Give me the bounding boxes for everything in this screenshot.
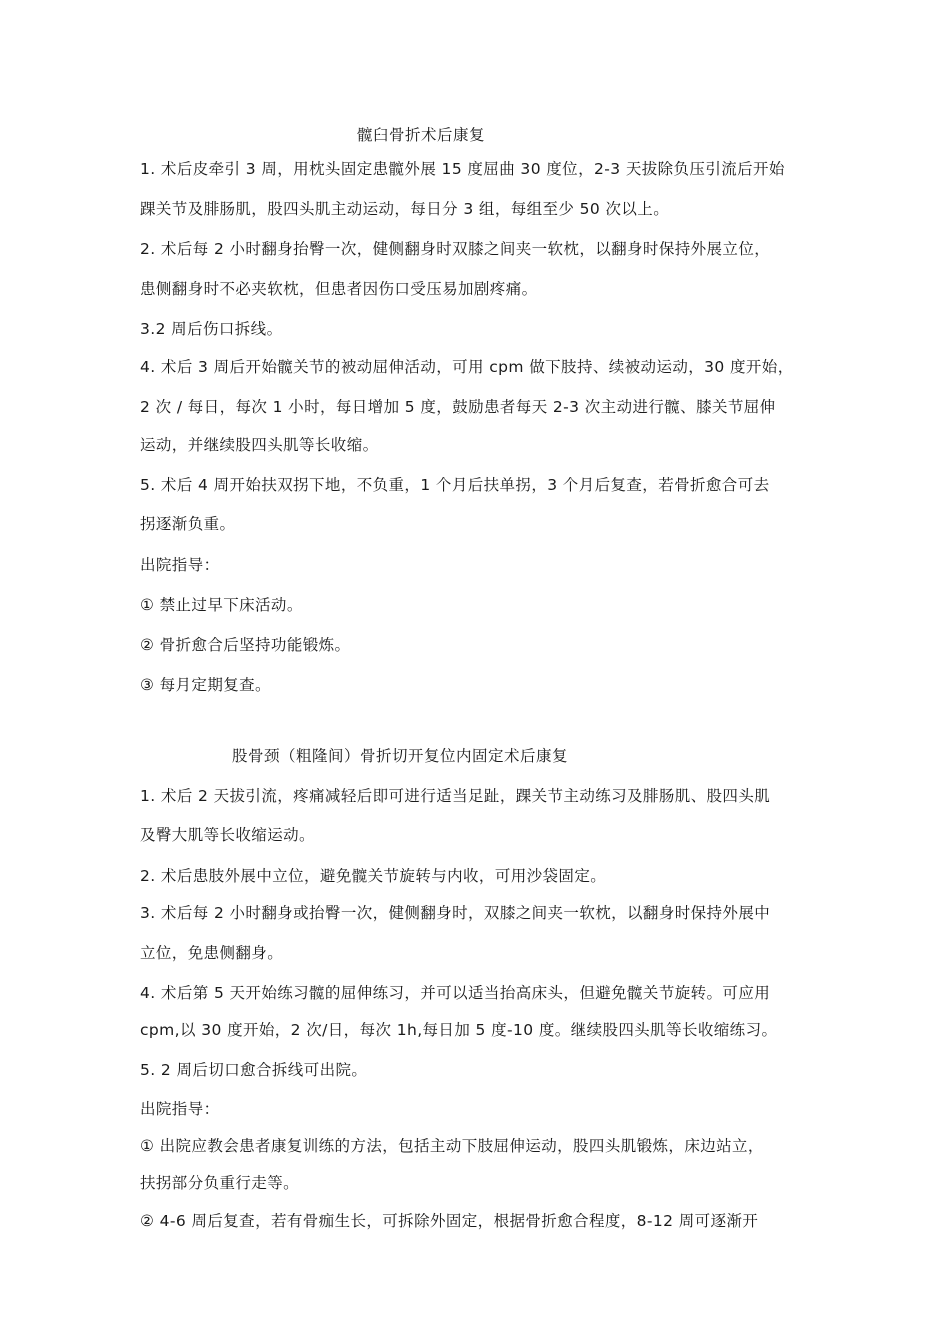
discharge-heading: 出院指导： [140, 556, 220, 574]
section2-line: 5. 2 周后切口愈合拆线可出院。 [140, 1061, 368, 1079]
section2-line: cpm,以 30 度开始，2 次/日，每次 1h,每日加 5 度-10 度。继续股四头肌等长收缩练习。 [140, 1021, 778, 1039]
section1-line: 运动，并继续股四头肌等长收缩。 [140, 436, 379, 454]
section1-line: 4. 术后 3 周后开始髋关节的被动屈伸活动，可用 cpm 做下肢持、续被动运动，30 度开始， [140, 358, 794, 376]
discharge-item: ① 出院应教会患者康复训练的方法，包括主动下肢屈伸运动，股四头肌锻炼，床边站立， [140, 1137, 764, 1155]
section2-line: 3. 术后每 2 小时翻身或抬臀一次，健侧翻身时，双膝之间夹一软枕，以翻身时保持外展中 [140, 904, 771, 922]
section1-line: 踝关节及腓肠肌，股四头肌主动运动，每日分 3 组，每组至少 50 次以上。 [140, 200, 670, 218]
discharge-item: ③ 每月定期复查。 [140, 676, 271, 694]
section2-line: 4. 术后第 5 天开始练习髋的屈伸练习，并可以适当抬高床头，但避免髋关节旋转。可应用 [140, 984, 771, 1002]
section2-line: 1. 术后 2 天拔引流，疼痛减轻后即可进行适当足趾，踝关节主动练习及腓肠肌、股四头肌 [140, 787, 771, 805]
section1-title: 髋臼骨折术后康复 [357, 126, 486, 144]
discharge-item: ② 4-6 周后复查，若有骨痂生长，可拆除外固定，根据骨折愈合程度，8-12 周可逐渐开 [140, 1212, 759, 1230]
section1-line: 5. 术后 4 周开始扶双拐下地，不负重，1 个月后扶单拐，3 个月后复查，若骨折愈合可去 [140, 476, 770, 494]
section2-line: 及臀大肌等长收缩运动。 [140, 826, 315, 844]
discharge-heading: 出院指导： [140, 1100, 220, 1118]
section1-line: 2 次 / 每日，每次 1 小时，每日增加 5 度，鼓励患者每天 2-3 次主动进行髋、膝关节屈伸 [140, 398, 776, 416]
section1-line: 3.2 周后伤口拆线。 [140, 320, 283, 338]
section1-line: 2. 术后每 2 小时翻身抬臀一次，健侧翻身时双膝之间夹一软枕，以翻身时保持外展立位， [140, 240, 771, 258]
section2-line: 立位，免患侧翻身。 [140, 944, 284, 962]
section2-line: 2. 术后患肢外展中立位，避免髋关节旋转与内收，可用沙袋固定。 [140, 867, 607, 885]
section1-line: 拐逐渐负重。 [140, 515, 236, 533]
section1-line: 患侧翻身时不必夹软枕，但患者因伤口受压易加剧疼痛。 [140, 280, 538, 298]
discharge-item: ① 禁止过早下床活动。 [140, 596, 303, 614]
section2-title: 股骨颈（粗隆间）骨折切开复位内固定术后康复 [232, 747, 569, 765]
section1-line: 1. 术后皮牵引 3 周，用枕头固定患髋外展 15 度屈曲 30 度位，2-3 天拔除负压引流后开始 [140, 160, 785, 178]
discharge-item: 扶拐部分负重行走等。 [140, 1174, 300, 1192]
discharge-item: ② 骨折愈合后坚持功能锻炼。 [140, 636, 351, 654]
